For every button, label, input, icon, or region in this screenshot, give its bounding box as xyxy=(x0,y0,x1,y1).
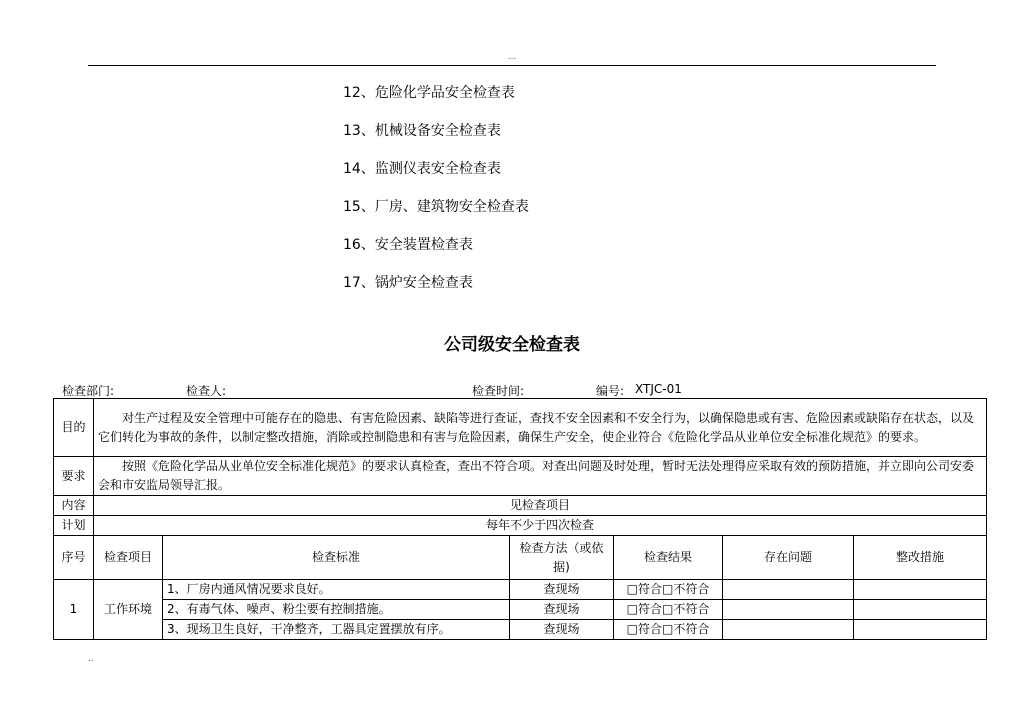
number-value: XTJC-01 xyxy=(635,382,682,396)
row-fix xyxy=(854,620,987,640)
col-header-fix: 整改措施 xyxy=(854,536,987,580)
row-result: □符合□不符合 xyxy=(614,580,723,600)
purpose-text: 对生产过程及安全管理中可能存在的隐患、有害危险因素、缺陷等进行查证，查找不安全因素和不安全行为，以确保隐患或有害、危险因素或缺陷存在状态，以及它们转化为事故的条件，以制定整改措施，消除或控制隐患和有害与危险因素，确保生产安全，使企业符合《危险化学品从业单位安全标准化规范》的要求。 xyxy=(94,399,987,457)
requirement-text: 按照《危险化学品从业单位安全标准化规范》的要求认真检查，查出不符合项。对查出问题及时处理，暂时无法处理得应采取有效的预防措施，并立即向公司安委会和市安监局领导汇报。 xyxy=(94,457,987,496)
content-label: 内容 xyxy=(54,496,94,516)
table-row xyxy=(54,600,987,620)
col-header-result: 检查结果 xyxy=(614,536,723,580)
column-header-row xyxy=(54,536,987,580)
number-label: 编号: xyxy=(596,384,625,398)
col-header-item: 检查项目 xyxy=(94,536,163,580)
list-item: 13、机械设备安全检查表 xyxy=(343,123,501,139)
list-item: 12、危险化学品安全检查表 xyxy=(343,85,515,101)
header-dots: ... xyxy=(507,52,517,62)
list-item: 17、锅炉安全检查表 xyxy=(343,275,473,291)
row-standard: 2、有毒气体、噪声、粉尘要有控制措施。 xyxy=(163,600,510,620)
row-method: 查现场 xyxy=(510,600,614,620)
row-problem xyxy=(723,600,854,620)
table-row xyxy=(54,580,987,600)
list-item: 14、监测仪表安全检查表 xyxy=(343,161,501,177)
list-item: 15、厂房、建筑物安全检查表 xyxy=(343,199,529,215)
footer-dots: .. xyxy=(88,654,94,664)
plan-text: 每年不少于四次检查 xyxy=(94,516,987,536)
purpose-label: 目的 xyxy=(54,399,94,457)
checklist-index xyxy=(343,83,529,311)
content-text: 见检查项目 xyxy=(94,496,987,516)
row-problem xyxy=(723,580,854,600)
inspector-label: 检查人: xyxy=(186,384,227,398)
row-result: □符合□不符合 xyxy=(614,620,723,640)
requirement-row xyxy=(54,457,987,496)
inspection-table xyxy=(53,398,987,640)
content-row xyxy=(54,496,987,516)
col-header-method: 检查方法（或依据) xyxy=(510,536,614,580)
dept-label: 检查部门: xyxy=(62,384,115,398)
col-header-standard: 检查标准 xyxy=(163,536,510,580)
row-standard: 1、厂房内通风情况要求良好。 xyxy=(163,580,510,600)
plan-row xyxy=(54,516,987,536)
document-title: 公司级安全检查表 xyxy=(444,335,580,355)
time-label: 检查时间: xyxy=(472,384,525,398)
row-fix xyxy=(854,580,987,600)
row-method: 查现场 xyxy=(510,580,614,600)
group-seq: 1 xyxy=(54,580,94,640)
col-header-seq: 序号 xyxy=(54,536,94,580)
group-item: 工作环境 xyxy=(94,580,163,640)
row-problem xyxy=(723,620,854,640)
row-standard: 3、现场卫生良好，干净整齐，工器具定置摆放有序。 xyxy=(163,620,510,640)
row-method: 查现场 xyxy=(510,620,614,640)
requirement-label: 要求 xyxy=(54,457,94,496)
row-result: □符合□不符合 xyxy=(614,600,723,620)
list-item: 16、安全装置检查表 xyxy=(343,237,473,253)
col-header-problem: 存在问题 xyxy=(723,536,854,580)
plan-label: 计划 xyxy=(54,516,94,536)
purpose-row xyxy=(54,399,987,457)
header-rule xyxy=(88,65,936,66)
table-row xyxy=(54,620,987,640)
row-fix xyxy=(854,600,987,620)
